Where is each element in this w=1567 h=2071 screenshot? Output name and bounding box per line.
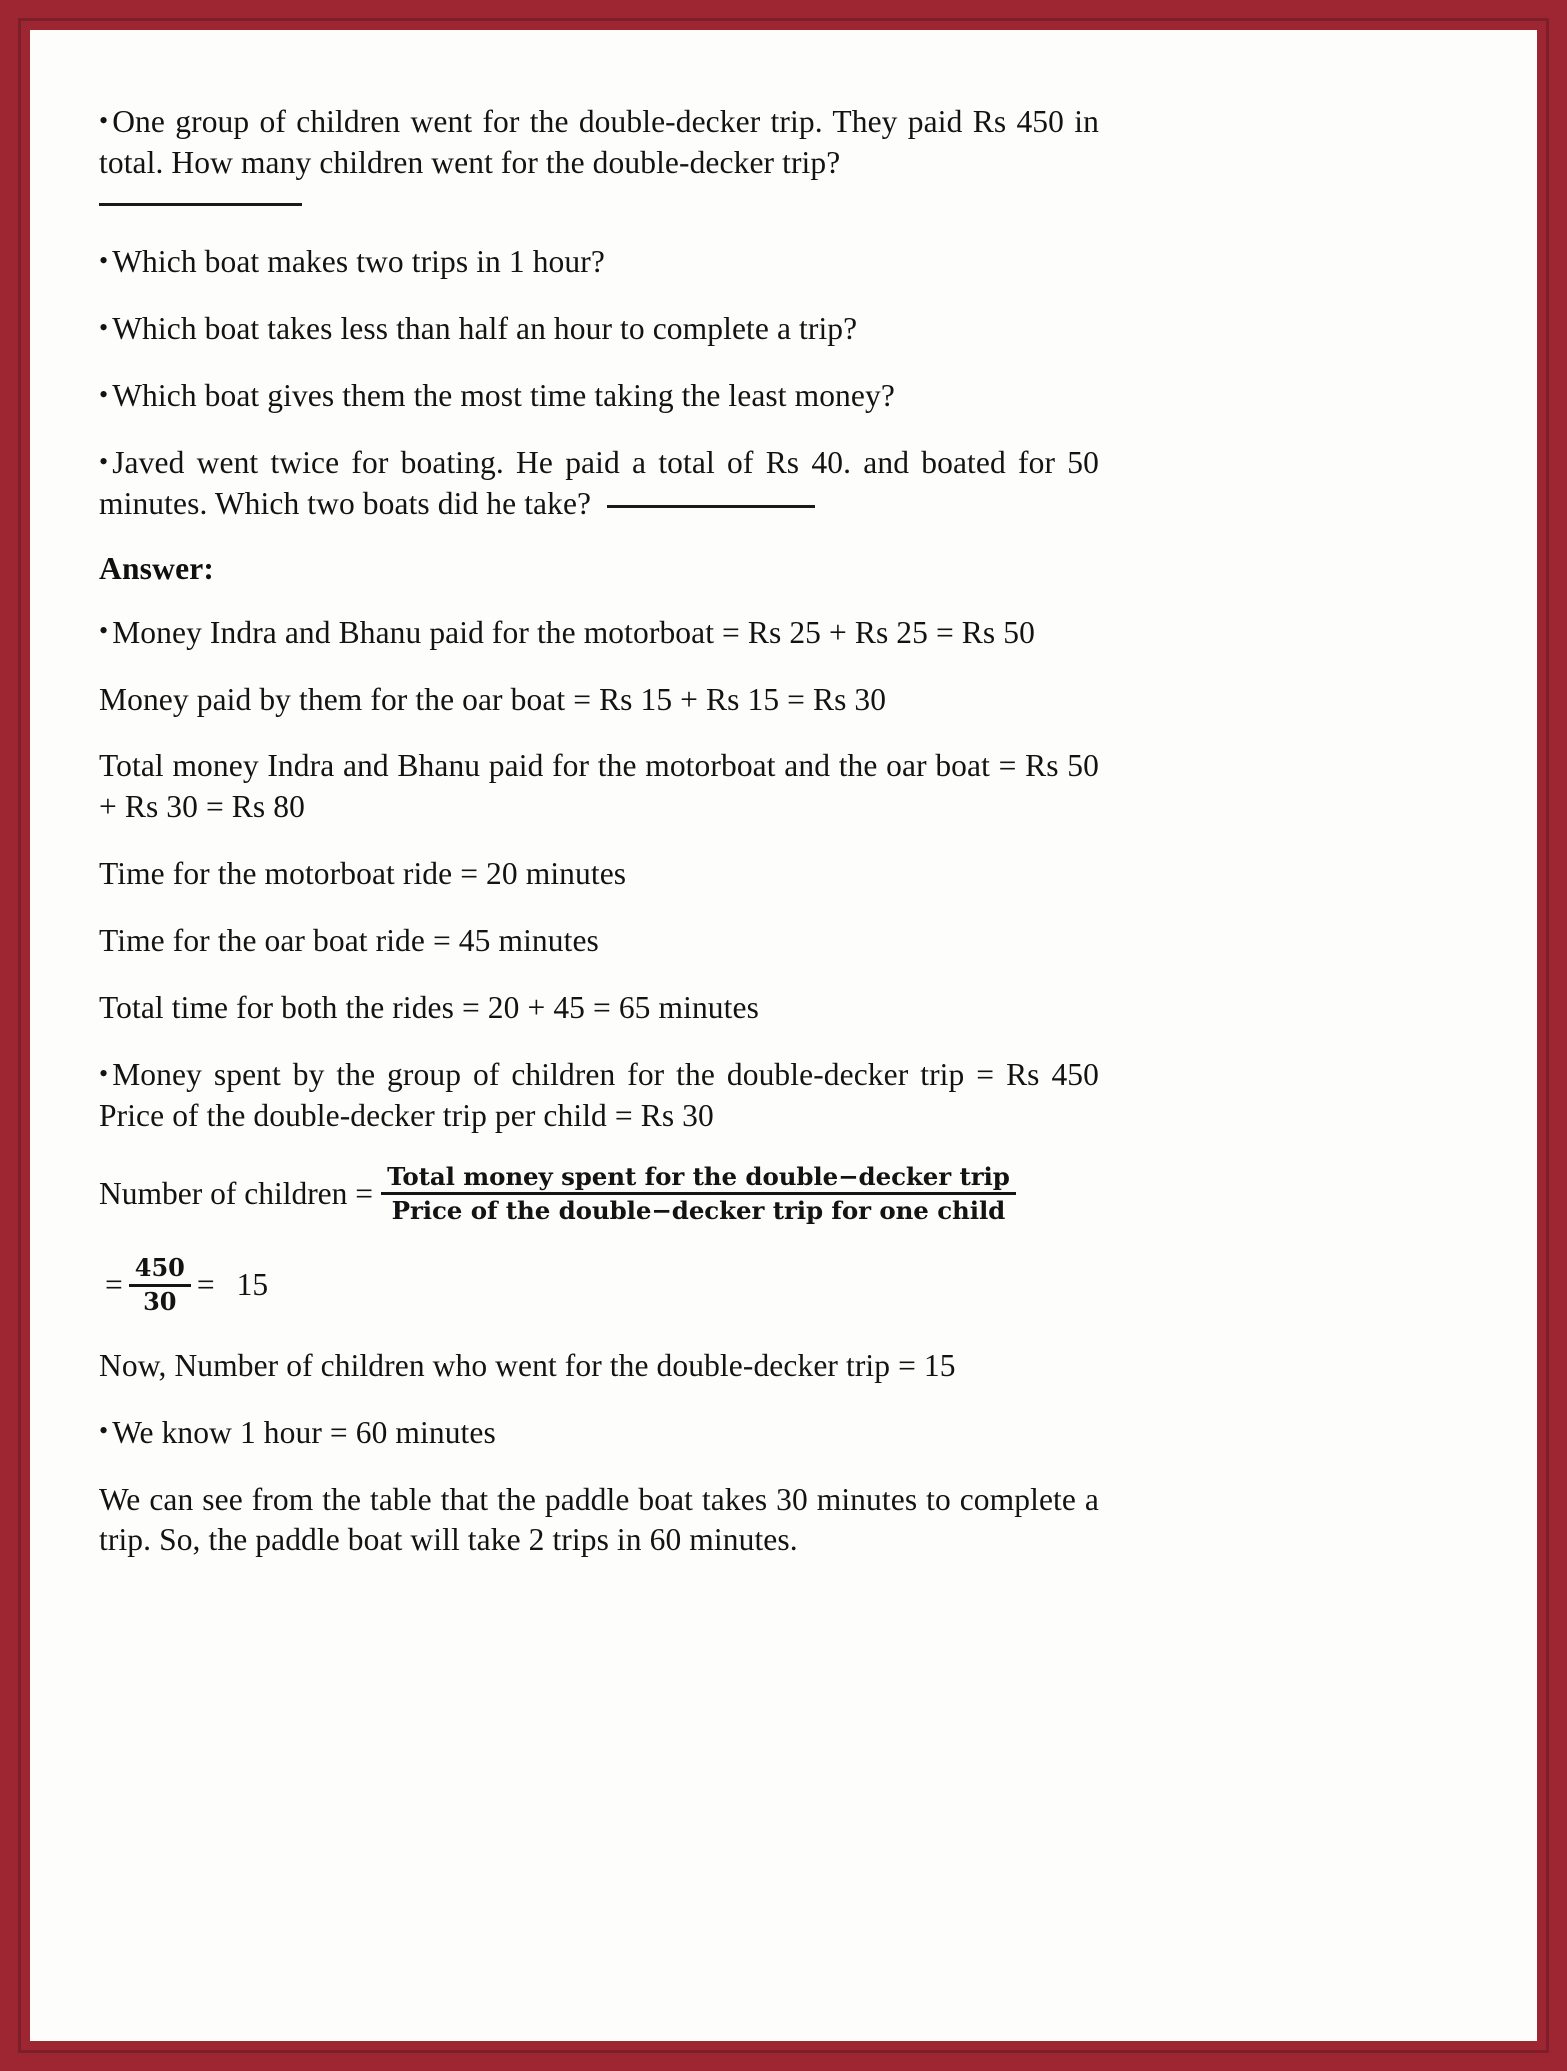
answer-motorboat-time [99,854,1099,895]
answer-hour-minutes [99,1413,1099,1454]
equals-sign-before: = [105,1267,123,1303]
answer-oarboat-money [99,680,1099,721]
answer-text: Now, Number of children who went for the double-decker trip = 15 [99,1347,956,1383]
answer-text: Total money Indra and Bhanu paid for the motorboat and the oar boat = Rs 50 + Rs 30 = Rs 80 [99,748,1099,825]
bullet-icon: • [99,1059,109,1089]
answer-text: Time for the motorboat ride = 20 minutes [99,856,627,892]
question-text: One group of children went for the double-decker trip. They paid Rs 450 in total. How many children went for the double-decker trip? [99,104,1099,180]
answer-motorboat-money [99,613,1099,654]
bullet-icon: • [99,1416,109,1446]
answer-oarboat-time [99,921,1099,962]
fraction-bar [381,1192,1016,1195]
question-text: Which boat takes less than half an hour to complete a trip? [112,310,858,346]
answer-money-spent-group [99,1055,1099,1137]
answer-total-time [99,988,1099,1029]
answer-heading: Answer: [99,550,215,586]
answer-text: Money Indra and Bhanu paid for the motorboat = Rs 25 + Rs 25 = Rs 50 [112,614,1035,650]
question-two-trips-one-hour [99,242,1099,283]
question-javed-two-boats [99,443,1099,525]
equals-sign-after: = [196,1267,215,1303]
bullet-icon: • [99,446,109,476]
fill-in-blank-line[interactable] [99,203,302,206]
answer-paddle-boat-conclusion [99,1480,1099,1562]
formula-fraction [381,1163,1016,1225]
answer-text: We can see from the table that the paddle boat takes 30 minutes to complete a trip. So, the paddle boat will take 2 trips in 60 minutes. [99,1481,1099,1558]
question-double-decker-count [99,102,1099,184]
question-less-than-half-hour [99,309,1099,350]
document-content [99,102,1099,1587]
formula-lead-label: Number of children = [99,1175,374,1211]
answer-text: Money paid by them for the oar boat = Rs 15 + Rs 15 = Rs 30 [99,681,887,717]
bullet-icon: • [99,312,109,342]
fraction-denominator: 30 [143,1286,177,1316]
fill-in-blank-line[interactable] [607,505,815,508]
question-text: Which boat gives them the most time taking the least money? [112,377,895,413]
numeric-fraction [129,1252,191,1316]
bullet-icon: • [99,616,109,646]
fraction-denominator: Price of the double−decker trip for one child [391,1196,1006,1226]
fraction-numerator: 450 [134,1252,185,1282]
answer-children-result [99,1346,1099,1387]
answer-text: Total time for both the rides = 20 + 45 = 65 minutes [99,990,759,1026]
answer-text: We know 1 hour = 60 minutes [112,1414,496,1450]
question-text: Javed went twice for boating. He paid a total of Rs 40. and boated for 50 minutes. Which two boats did he take? [99,444,1099,521]
bullet-icon: • [99,379,109,409]
number-of-children-formula [99,1163,1099,1225]
fraction-result: 15 [236,1267,269,1303]
bullet-icon: • [99,245,109,275]
answer-blank-row [99,196,1099,212]
answer-text: Time for the oar boat ride = 45 minutes [99,923,599,959]
numeric-evaluation [99,1252,1099,1316]
page-inner-rule [18,18,1549,2053]
question-text: Which boat makes two trips in 1 hour? [112,243,605,279]
answer-total-money [99,746,1099,828]
bullet-icon: • [99,105,109,135]
question-most-time-least-money [99,376,1099,417]
answer-text: Money spent by the group of children for the double-decker trip = Rs 450 Price of the double-decker trip per child = Rs 30 [99,1057,1099,1134]
document-sheet [30,30,1537,2041]
fraction-numerator: Total money spent for the double−decker trip [387,1162,1010,1191]
